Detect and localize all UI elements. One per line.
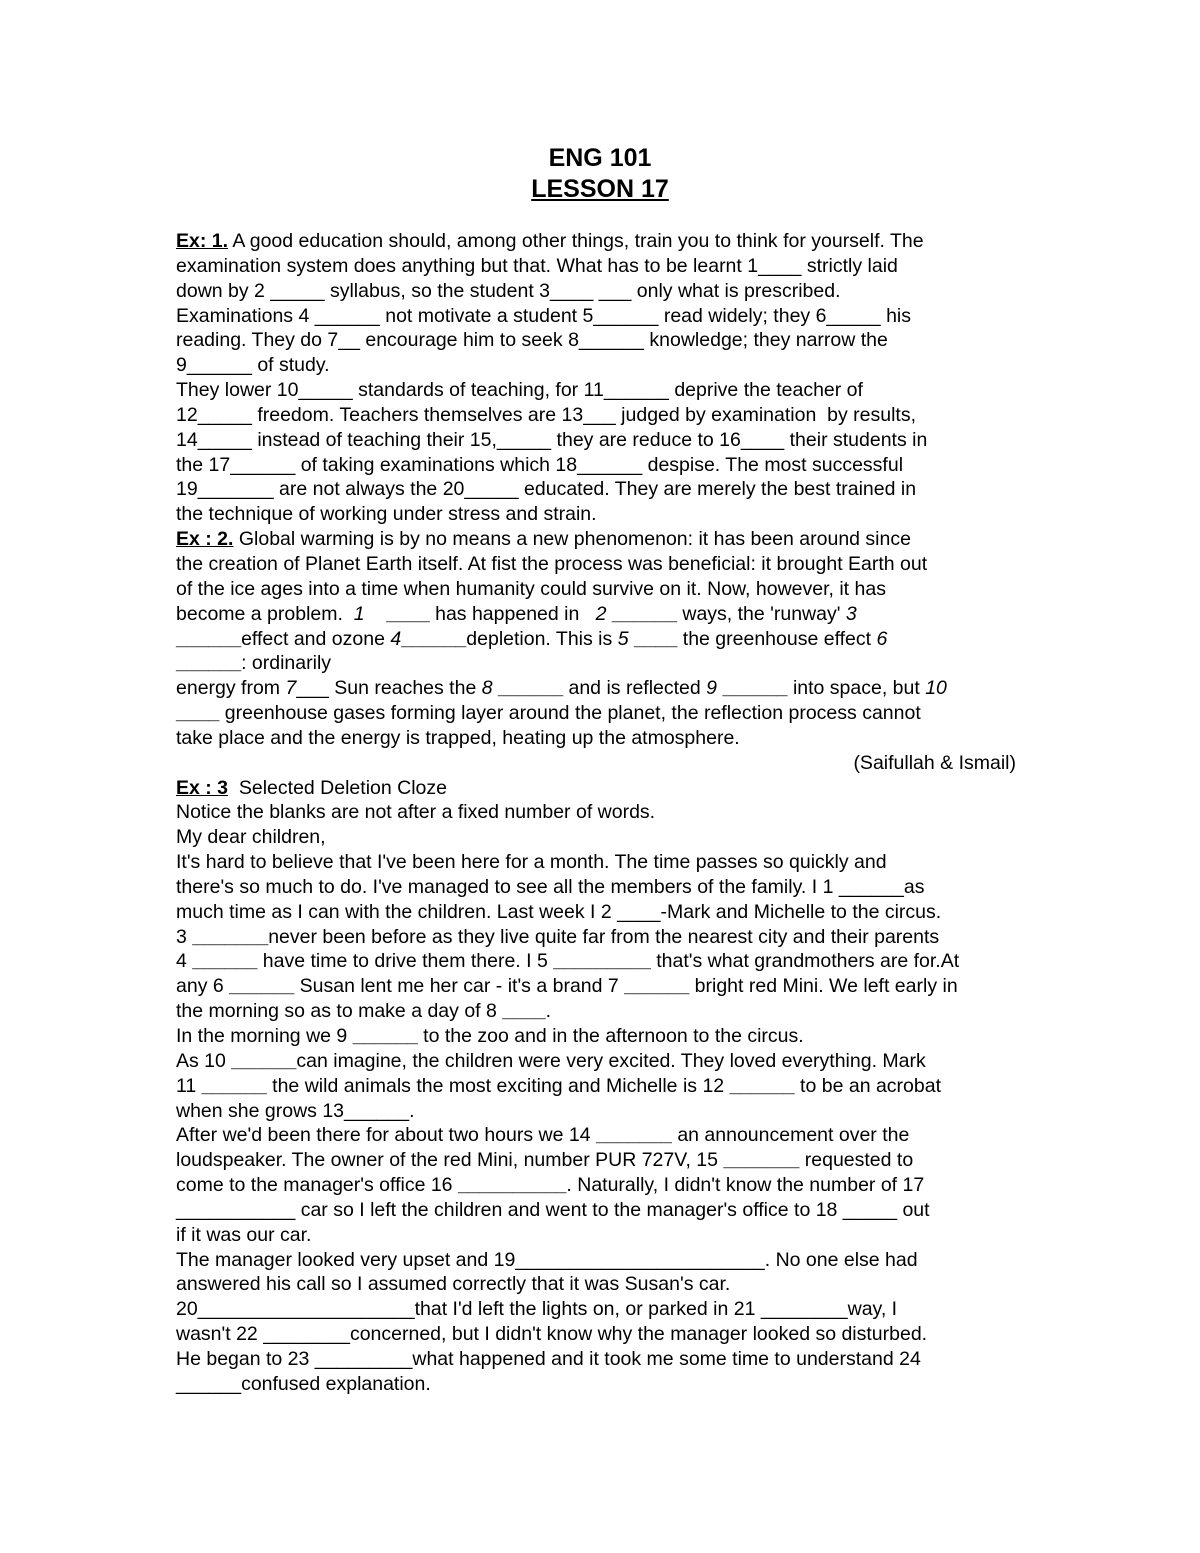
text-segment: Notice the blanks are not after a fixed number of words.	[176, 801, 656, 824]
text-line	[176, 875, 1036, 900]
text-segment: the 17______ of taking examinations which 18______ despise. The most successful	[176, 453, 904, 476]
text-segment: ______	[192, 950, 258, 973]
text-line	[176, 403, 1036, 428]
text-segment: 12_____ freedom. Teachers themselves are 13___ judged by examination by results,	[176, 403, 917, 426]
text-line	[176, 328, 1036, 353]
text-line	[176, 552, 1036, 577]
text-line	[176, 428, 1036, 453]
exercise-label: Ex : 2.	[176, 528, 234, 551]
text-line	[176, 527, 1036, 552]
text-segment: Susan lent me her car - it's a brand 7	[294, 975, 625, 998]
text-line	[176, 477, 1036, 502]
text-segment: 6	[876, 627, 888, 650]
text-segment: to the zoo and in the afternoon to the circus.	[417, 1025, 804, 1047]
text-segment: reading. They do 7__ encourage him to seek 8______ knowledge; they narrow the	[176, 329, 888, 352]
text-line	[176, 1372, 1036, 1397]
text-segment: 4	[390, 627, 402, 650]
text-segment: answered his call so I assumed correctly that it was Susan's car.	[176, 1273, 731, 1296]
text-segment: Global warming is by no means a new phenomenon: it has been around since	[233, 528, 911, 551]
text-line	[176, 1024, 1036, 1049]
text-segment: 14_____ instead of teaching their 15,_____ they are reduce to 16____ their students in	[176, 428, 928, 451]
text-segment: _______	[723, 1149, 800, 1172]
text-segment	[365, 603, 387, 625]
text-segment: In the morning we 9	[176, 1025, 353, 1047]
text-line	[176, 1272, 1036, 1297]
text-segment: an announcement over the	[671, 1124, 910, 1147]
text-segment: ____	[386, 602, 430, 625]
text-segment: bright red Mini. We left early in	[689, 975, 958, 998]
text-segment: ___________ car so I left the children and went to the manager's office to 18 _____ out	[176, 1198, 930, 1221]
text-segment: ______	[231, 1049, 297, 1072]
text-segment: ______	[624, 975, 690, 998]
text-segment: : ordinarily	[241, 652, 332, 675]
text-segment: much time as I can with the children. Last week I 2 ____-Mark and Michelle to the circus.	[176, 900, 942, 923]
text-segment: have time to drive them there. I 5	[257, 950, 554, 973]
text-segment: ____	[633, 627, 678, 650]
text-segment: After we'd been there for about two hours we 14	[176, 1124, 596, 1147]
text-line	[176, 726, 1036, 751]
text-segment: greenhouse gases forming layer around the planet, the reflection process cannot	[219, 702, 921, 725]
text-segment: It's hard to believe that I've been here for a month. The time passes so quickly and	[176, 851, 887, 874]
text-line	[176, 254, 1036, 279]
text-line	[176, 776, 1036, 801]
text-line	[176, 1322, 1036, 1347]
text-segment: that's what grandmothers are for.At	[650, 950, 960, 973]
lesson-title: LESSON 17	[531, 175, 669, 203]
text-line	[176, 1198, 1036, 1223]
text-segment: come to the manager's office 16	[176, 1174, 458, 1197]
text-line	[176, 974, 1036, 999]
text-line	[176, 825, 1036, 850]
text-segment: the creation of Planet Earth itself. At fist the process was beneficial: it brought Earth out	[176, 552, 928, 575]
text-line	[176, 1148, 1036, 1173]
text-segment: ______	[352, 1025, 418, 1047]
text-line	[176, 1347, 1036, 1372]
text-line	[176, 577, 1036, 602]
text-line	[176, 701, 1036, 726]
text-segment: Selected Deletion Cloze	[228, 776, 447, 799]
text-segment: can imagine, the children were very excited. They loved everything. Mark	[296, 1049, 926, 1072]
text-segment: A good education should, among other things, train you to think for yourself. The	[228, 230, 924, 252]
text-segment: 20____________________that I'd left the lights on, or parked in 21 ________way, I	[176, 1298, 898, 1321]
text-line	[176, 1049, 1036, 1074]
text-segment: to be an acrobat	[794, 1074, 941, 1097]
text-line	[176, 651, 1036, 676]
text-segment: _________	[553, 950, 651, 973]
text-segment: ____	[502, 1000, 546, 1023]
text-line	[176, 1099, 1036, 1124]
text-segment: of the ice ages into a time when humanity could survive on it. Now, however, it has	[176, 577, 886, 600]
text-line	[176, 949, 1036, 974]
text-segment: any 6	[176, 975, 230, 998]
text-segment: They lower 10_____ standards of teaching, for 11______ deprive the teacher of	[176, 379, 863, 402]
text-segment: when she grows 13______.	[176, 1099, 415, 1122]
text-line	[176, 1123, 1036, 1148]
text-segment: the morning so as to make a day of 8	[176, 1000, 503, 1023]
text-segment: ways, the 'runway'	[676, 602, 846, 625]
text-segment: He began to 23 _________what happened and it took me some time to understand 24	[176, 1347, 921, 1370]
text-segment: and is reflected	[563, 677, 707, 700]
text-segment: 5	[617, 627, 629, 650]
text-line	[176, 751, 1036, 776]
text-line	[176, 229, 1036, 254]
text-segment: ______	[729, 1074, 795, 1097]
exercise-body	[176, 229, 1036, 1397]
text-segment: ___ Sun reaches the	[296, 677, 482, 700]
text-segment: ______	[229, 975, 295, 998]
text-segment: __________	[457, 1174, 567, 1197]
text-segment: wasn't 22 ________concerned, but I didn't know why the manager looked so disturbed.	[176, 1323, 928, 1346]
text-line	[176, 1297, 1036, 1322]
text-segment: 11	[176, 1074, 202, 1097]
text-line	[176, 925, 1036, 950]
text-segment: loudspeaker. The owner of the red Mini, number PUR 727V, 15	[176, 1149, 724, 1172]
text-line	[176, 378, 1036, 403]
text-line	[176, 900, 1036, 925]
text-segment: _______	[595, 1124, 672, 1147]
text-segment: 3	[176, 925, 193, 948]
text-segment: effect and ozone	[241, 627, 391, 650]
text-line	[176, 800, 1036, 825]
text-segment: The manager looked very upset and 19_______________________. No one else had	[176, 1248, 918, 1271]
text-segment: _______	[192, 925, 269, 948]
text-segment: ______	[611, 602, 677, 625]
text-segment: (Saifullah & Ismail)	[853, 751, 1016, 774]
text-segment: there's so much to do. I've managed to see all the members of the family. I 1 ______as	[176, 875, 925, 898]
text-segment: ______	[176, 652, 242, 675]
text-segment: ______	[401, 627, 467, 650]
text-segment: . Naturally, I didn't know the number of 17	[566, 1174, 925, 1197]
text-line	[176, 850, 1036, 875]
text-line	[176, 304, 1036, 329]
text-segment: the greenhouse effect	[677, 627, 877, 650]
text-segment: energy from	[176, 677, 286, 700]
text-segment: 19_______ are not always the 20_____ educated. They are merely the best trained in	[176, 478, 917, 501]
text-line	[176, 602, 1036, 627]
text-segment: 7	[285, 677, 297, 700]
text-line	[176, 1248, 1036, 1273]
text-segment: never been before as they live quite far from the nearest city and their parents	[268, 925, 940, 948]
text-segment: the wild animals the most exciting and Michelle is 12	[266, 1074, 730, 1097]
text-line	[176, 1074, 1036, 1099]
text-segment: 2	[595, 602, 607, 625]
text-segment: 9______ of study.	[176, 354, 330, 377]
text-line	[176, 1223, 1036, 1248]
text-segment: ______	[201, 1074, 267, 1097]
text-line	[176, 1173, 1036, 1198]
text-line	[176, 627, 1036, 652]
text-segment: ____	[176, 702, 220, 725]
text-line	[176, 353, 1036, 378]
text-segment: 10	[925, 677, 947, 700]
exercise-label: Ex: 1.	[176, 230, 229, 252]
text-line	[176, 279, 1036, 304]
text-segment: Examinations 4 ______ not motivate a student 5______ read widely; they 6_____ his	[176, 304, 912, 327]
lesson-title-wrap	[0, 174, 1200, 204]
course-title: ENG 101	[548, 144, 652, 172]
text-segment: 9	[706, 677, 718, 700]
text-line	[176, 453, 1036, 478]
text-segment: depletion. This is	[466, 627, 618, 650]
text-segment: the technique of working under stress and strain.	[176, 503, 597, 526]
text-segment: ______	[498, 677, 564, 700]
text-segment: into space, but	[787, 677, 926, 700]
text-segment: 3	[845, 602, 857, 625]
text-segment: ______confused explanation.	[176, 1372, 431, 1395]
text-segment: become a problem.	[176, 602, 354, 625]
text-segment: has happened in	[429, 602, 596, 625]
text-line	[176, 502, 1036, 527]
text-segment: 8	[481, 677, 493, 700]
exercise-label: Ex : 3	[176, 776, 229, 799]
text-segment: .	[545, 1000, 552, 1023]
text-segment: ______	[722, 677, 788, 700]
text-segment: if it was our car.	[176, 1223, 312, 1246]
text-line	[176, 999, 1036, 1024]
text-segment: ______	[176, 627, 242, 650]
text-segment: 1	[353, 602, 365, 625]
text-segment: My dear children,	[176, 826, 326, 849]
text-segment: down by 2 _____ syllabus, so the student 3____ ___ only what is prescribed.	[176, 279, 841, 302]
text-segment: requested to	[799, 1149, 914, 1172]
text-segment: examination system does anything but that. What has to be learnt 1____ strictly laid	[176, 254, 898, 277]
text-segment: take place and the energy is trapped, heating up the atmosphere.	[176, 726, 740, 749]
text-line	[176, 676, 1036, 701]
text-segment: As 10	[176, 1049, 232, 1072]
text-segment: 4	[176, 950, 193, 973]
